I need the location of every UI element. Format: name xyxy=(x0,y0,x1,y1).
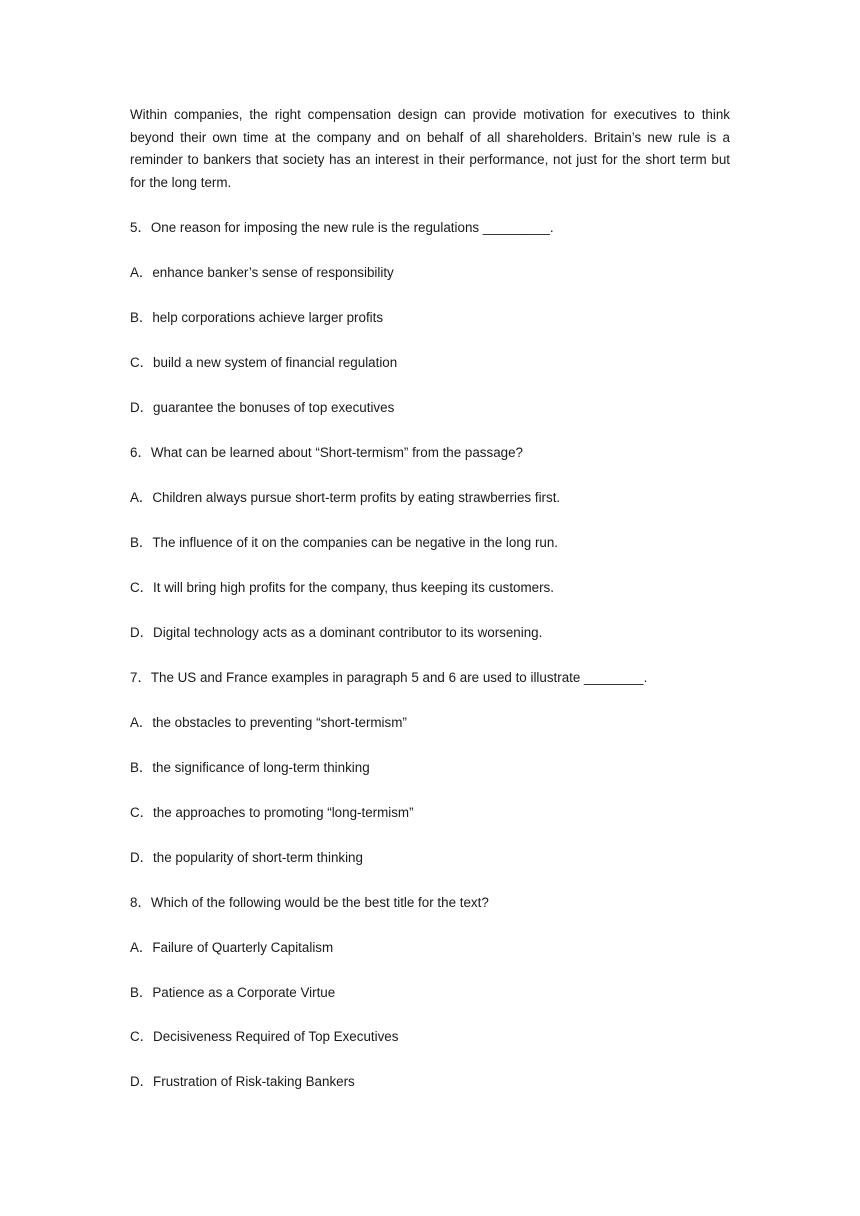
spacer xyxy=(130,284,730,306)
spacer xyxy=(130,239,730,261)
question-6-option-d: D．Digital technology acts as a dominant contributor to its worsening. xyxy=(130,624,543,640)
question-8-option-a: A．Failure of Quarterly Capitalism xyxy=(130,939,334,955)
question-5-stem: 5．One reason for imposing the new rule is the regulations _________. xyxy=(130,219,554,235)
question-7-stem: 7．The US and France examples in paragraph 5 and 6 are used to illustrate ________. xyxy=(130,669,648,685)
question-7-option-a: A．the obstacles to preventing “short-termism” xyxy=(130,714,407,730)
question-6-option-a: A．Children always pursue short-term profits by eating strawberries first. xyxy=(130,489,561,505)
spacer xyxy=(130,419,730,441)
spacer xyxy=(130,734,730,756)
question-8-option-d: D．Frustration of Risk-taking Bankers xyxy=(130,1074,355,1090)
spacer xyxy=(130,959,730,981)
document-page xyxy=(130,104,730,1094)
spacer xyxy=(130,644,730,666)
question-8-stem: 8．Which of the following would be the best title for the text? xyxy=(130,894,489,910)
question-5-option-a: A．enhance banker’s sense of responsibility xyxy=(130,264,394,280)
question-5-option-d: D．guarantee the bonuses of top executives xyxy=(130,399,395,415)
spacer xyxy=(130,689,730,711)
question-6-stem: 6．What can be learned about “Short-termism” from the passage? xyxy=(130,444,523,460)
question-6-option-b: B．The influence of it on the companies can be negative in the long run. xyxy=(130,534,559,550)
question-6-option-c: C．It will bring high profits for the company, thus keeping its customers. xyxy=(130,579,554,595)
spacer xyxy=(130,1004,730,1026)
question-5-option-b: B．help corporations achieve larger profits xyxy=(130,309,384,325)
question-7-option-c: C．the approaches to promoting “long-termism” xyxy=(130,804,414,820)
question-5-option-c: C．build a new system of financial regulation xyxy=(130,354,398,370)
question-8-option-c: C．Decisiveness Required of Top Executives xyxy=(130,1029,399,1045)
spacer xyxy=(130,329,730,351)
spacer xyxy=(130,554,730,576)
spacer xyxy=(130,194,730,216)
spacer xyxy=(130,374,730,396)
spacer xyxy=(130,824,730,846)
spacer xyxy=(130,869,730,891)
spacer xyxy=(130,509,730,531)
question-7-option-d: D．the popularity of short-term thinking xyxy=(130,849,363,865)
spacer xyxy=(130,779,730,801)
question-8-option-b: B．Patience as a Corporate Virtue xyxy=(130,984,336,1000)
spacer xyxy=(130,599,730,621)
spacer xyxy=(130,464,730,486)
passage-paragraph: Within companies, the right compensation design can provide motivation for executives to think beyond their own time at the company and on behalf of all shareholders. Britain’s new rule is a reminder to bankers that society has an interest in their performance, not just for the short term but for the long term. xyxy=(130,107,730,190)
question-7-option-b: B．the significance of long-term thinking xyxy=(130,759,370,775)
spacer xyxy=(130,1049,730,1071)
spacer xyxy=(130,914,730,936)
